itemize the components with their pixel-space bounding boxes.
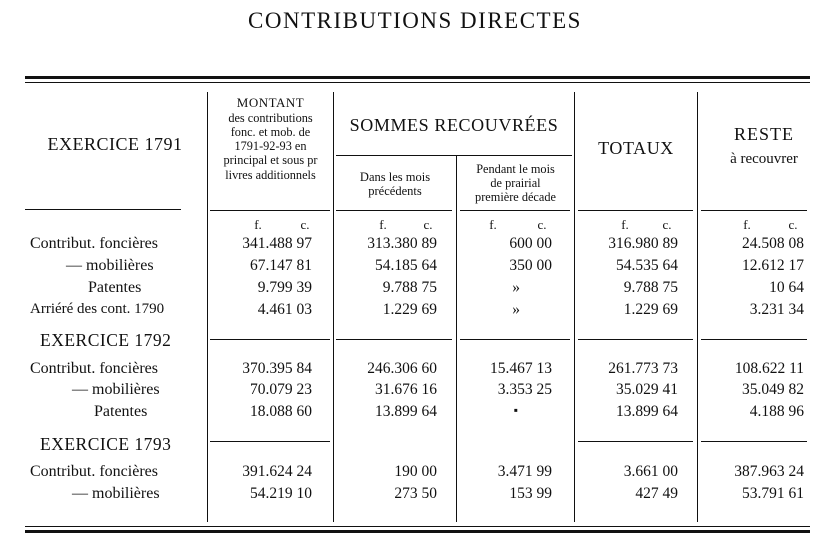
section-heading: EXERCICE 1793 [40,434,172,454]
cell-prairial: 600 00 [509,235,552,252]
cell-montant: 18.088 60 [250,403,312,420]
table-row [0,403,830,425]
header-mois-line: précédents [368,184,422,199]
section-rule [460,339,570,340]
unit-centime: c. [537,217,547,232]
bottom-rule-thick [25,530,810,533]
header-mois-precedents [334,170,456,199]
cell-totaux: 9.788 75 [623,279,678,296]
cell-reste: 3.231 34 [749,301,804,318]
cell-montant: 67.147 81 [250,257,312,274]
header-bottom-rule-2 [210,210,330,211]
cell-mois: 313.380 89 [367,235,437,252]
cell-totaux: 261.773 73 [608,360,678,377]
cell-totaux: 13.899 64 [616,403,678,420]
cell-montant: 4.461 03 [257,301,312,318]
cell-totaux: 316.980 89 [608,235,678,252]
cell-prairial: ▪ [513,403,518,417]
cell-prairial: » [512,301,520,318]
header-sommes: SOMMES RECOUVRÉES [349,115,559,135]
header-bottom-rule-1 [25,209,181,210]
header-exercise: EXERCICE 1791 [47,134,183,154]
cell-prairial: 3.471 99 [497,463,552,480]
unit-franc: f. [379,217,387,232]
cell-montant: 341.488 97 [242,235,312,252]
row-label: Patentes [88,279,142,296]
section-heading: EXERCICE 1792 [40,330,172,350]
table-row [0,381,830,403]
cell-totaux: 1.229 69 [623,301,678,318]
cell-mois: 9.788 75 [382,279,437,296]
table-row [0,463,830,485]
cell-mois: 190 00 [394,463,437,480]
section-rule [336,339,452,340]
unit-franc: f. [743,217,751,232]
cell-reste: 53.791 61 [742,485,804,502]
unit-centime: c. [423,217,433,232]
cell-mois: 273 50 [394,485,437,502]
row-label: — mobilières [72,381,160,398]
section-rule [210,339,330,340]
row-label: Contribut. foncières [30,235,158,252]
top-rule-thin [25,82,810,83]
header-montant-line: principal et sous pr [223,153,318,168]
table-row [0,257,830,279]
cell-montant: 70.079 23 [250,381,312,398]
row-label: Arriéré des cont. 1790 [30,301,165,317]
cell-prairial: 153 99 [509,485,552,502]
sommes-sub-rule [336,155,572,156]
cell-mois: 13.899 64 [375,403,437,420]
table-row [0,485,830,507]
row-label: — mobilières [72,485,160,502]
header-mois-line: Dans les mois [359,170,431,184]
header-montant-line: des contributions [228,110,313,125]
section-rule [701,441,807,442]
cell-montant: 9.799 39 [257,279,312,296]
section-rule [210,441,330,442]
header-prairial [457,162,574,204]
cell-totaux: 427 49 [635,485,678,502]
header-montant-line: 1791-92-93 en [234,139,307,154]
cell-prairial: 3.353 25 [497,381,552,398]
header-montant-line: MONTANT [236,95,305,110]
row-label: — mobilières [66,257,154,274]
cell-mois: 31.676 16 [375,381,437,398]
section-rule [578,441,693,442]
unit-franc: f. [489,217,497,232]
table-row [0,235,830,257]
cell-prairial: 350 00 [509,257,552,274]
header-prairial-line: de prairial [490,176,541,191]
cell-totaux: 3.661 00 [623,463,678,480]
header-montant [208,96,333,182]
table-row [0,301,830,323]
page-title: CONTRIBUTIONS DIRECTES [248,8,582,33]
cell-reste: 108.622 11 [734,360,804,377]
cell-prairial: 15.467 13 [490,360,552,377]
table-row [0,360,830,382]
section-rule [701,339,807,340]
cell-mois: 246.306 60 [367,360,437,377]
cell-totaux: 54.535 64 [616,257,678,274]
table-row [0,279,830,301]
header-reste [698,124,830,168]
cell-montant: 54.219 10 [250,485,312,502]
cell-reste: 24.508 08 [742,235,804,252]
unit-centime: c. [662,217,672,232]
header-bottom-rule-5 [578,210,693,211]
row-label: Patentes [94,403,148,420]
top-rule-thick [25,76,810,79]
cell-reste: 10 64 [769,279,804,296]
cell-reste: 35.049 82 [742,381,804,398]
cell-montant: 391.624 24 [242,463,312,480]
unit-franc: f. [254,217,262,232]
cell-reste: 4.188 96 [749,403,804,420]
cell-reste: 12.612 17 [742,257,804,274]
header-reste-line: RESTE [733,124,794,144]
header-bottom-rule-6 [701,210,807,211]
header-bottom-rule-4 [460,210,570,211]
row-label: Contribut. foncières [30,360,158,377]
header-montant-line: livres additionnels [225,167,316,182]
header-prairial-line: première décade [475,190,556,205]
cell-mois: 54.185 64 [375,257,437,274]
unit-franc: f. [621,217,629,232]
cell-montant: 370.395 84 [242,360,312,377]
header-totaux: TOTAUX [598,138,674,158]
header-montant-line: fonc. et mob. de [230,125,311,140]
header-prairial-line: Pendant le mois [476,162,555,176]
cell-totaux: 35.029 41 [616,381,678,398]
cell-prairial: » [512,279,520,296]
cell-reste: 387.963 24 [734,463,804,480]
header-bottom-rule-3 [336,210,452,211]
row-label: Contribut. foncières [30,463,158,480]
unit-centime: c. [788,217,798,232]
cell-mois: 1.229 69 [382,301,437,318]
section-rule [578,339,693,340]
header-reste-line: à recouvrer [730,150,798,167]
bottom-rule-thin [25,526,810,527]
unit-centime: c. [300,217,310,232]
